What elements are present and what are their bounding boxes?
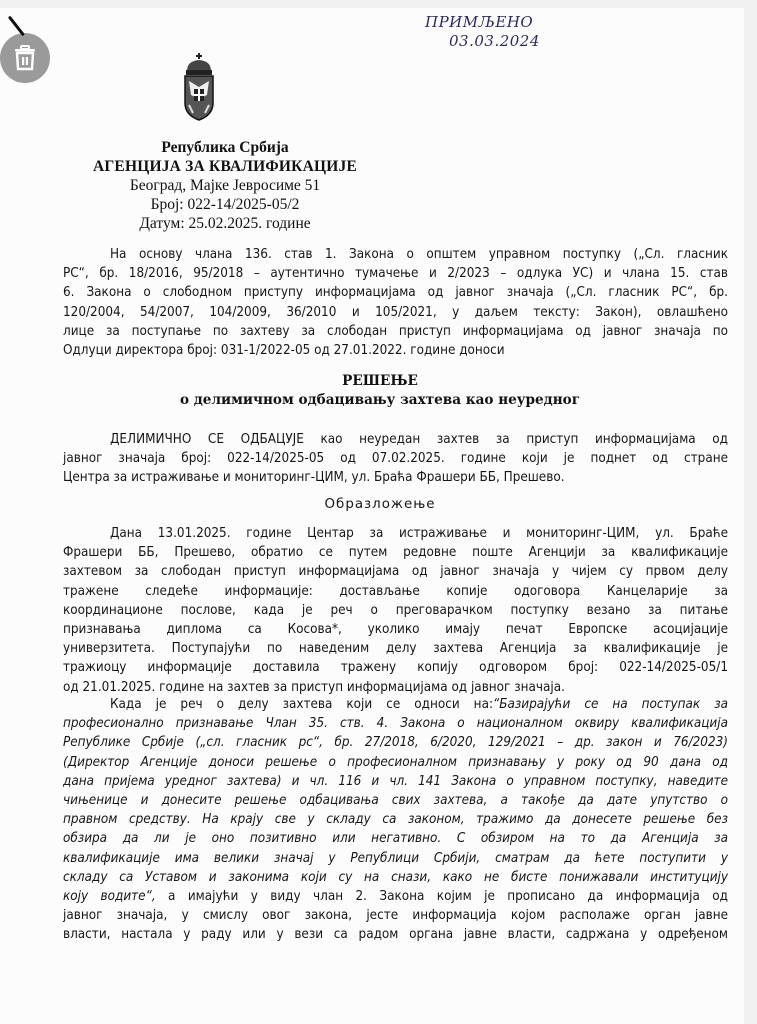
header-date: Датум: 25.02.2025. године (139, 215, 311, 232)
quoted-request-text: професионално признавање Члан 35. ств. 4. Закона о националном оквиру квалификација (63, 716, 728, 732)
quoted-request-text: квалификације има велики значај у Републици Србији, сматрам да ћете поступити у (63, 850, 728, 866)
document-page (0, 8, 744, 1024)
quoted-request-text: Републике Србије („сл. гласник рс“, бр. 27/2018, 6/2020, 129/2021 – др. закон и 76/2023) (63, 735, 728, 751)
text-line: 120/2004, 54/2007, 104/2009, 36/2010 и 105/2021, у даљем тексту: Закон), овлашћено (63, 304, 728, 320)
text-line: захтевом за слободан приступ информацијама од јавног значаја у чијем су првом делу (63, 564, 728, 580)
quoted-request-text: “Базирајући се на поступак за (493, 697, 728, 712)
trash-icon (13, 45, 37, 71)
quoted-request-text: коју водите“, (63, 889, 156, 905)
text-line: Фрашери ББ, Прешево, обратио се путем редовне поште Агенцији за квалификације (63, 545, 728, 561)
text-line: 6. Закона о слободном приступу информацијама од јавног значаја („Сл. гласник РС“, бр. (63, 285, 728, 301)
reasoning-paragraph-2 (63, 695, 728, 945)
header-address: Београд, Мајке Јевросиме 51 (129, 177, 321, 194)
text-line: тражиоцу информације доставила тражену копију одговором број: 022-14/2025-05/1 (63, 660, 728, 676)
decision-subtitle: о делимичном одбацивању захтева као неуредног (179, 392, 581, 408)
text-line: Дана 13.01.2025. године Центар за истраживање и мониторинг-ЦИМ, ул. Браће (110, 526, 728, 541)
serbian-coat-of-arms-icon (179, 53, 219, 123)
decision-title: РЕШЕЊЕ (342, 373, 418, 389)
header-republic: Република Србија (161, 139, 289, 156)
text-line: Одлуци директора број: 031-1/2022-05 од 27.01.2022. године доноси (63, 343, 505, 359)
decision-title-block (60, 372, 700, 410)
text-line: лице за поступање по захтеву за слободан приступ информацијама од јавног значаја по (63, 323, 728, 339)
text-line (63, 887, 728, 906)
header-agency: АГЕНЦИЈА ЗА КВАЛИФИКАЦИЈЕ (92, 158, 358, 175)
text-run: Када је реч о делу захтева који се односи на: (110, 697, 494, 712)
quoted-request-text: обзира да ли је оно позитивно или негативно. С обзиром на то да Агенција за (63, 831, 728, 847)
reasoning-heading: Образложење (324, 497, 436, 512)
text-line: универзитета. Поступајући по наведеним делу захтева Агенција за квалификације је (63, 641, 728, 657)
reasoning-paragraph-1 (63, 524, 728, 697)
quoted-request-text: складу са Уставом и законима који су на снази, како не бисте понижавали институцију (63, 869, 728, 885)
text-line: На основу члана 136. став 1. Закона о општем управном поступку („Сл. гласник (110, 247, 728, 262)
text-line: власти, настала у раду или у вези са радом органа јавне власти, садржана у одређеном (63, 927, 728, 943)
text-line: јавног значаја број: 022-14/2025-05 од 07.02.2025. године који је поднет од стране (63, 451, 728, 467)
text-line: јавног значаја, у смислу овог закона, јесте информација којом располаже орган јавне (63, 908, 728, 924)
preamble-paragraph (63, 245, 728, 360)
quoted-request-text: дана пријема уредног захтева) и чл. 116 и чл. 141 Закона о управном поступку, наведите (63, 773, 728, 789)
quoted-request-text: правном средству. На крају све у складу са законом, тражимо да донесете решење без (63, 812, 728, 828)
text-line: од 21.01.2025. године на захтев за приступ информацијама од јавног значаја. (63, 679, 565, 695)
viewer-top-bar (0, 0, 757, 8)
text-run: а имајући у виду члан 2. Закона којим је прописано да информација од (155, 889, 728, 905)
delete-button[interactable] (0, 33, 50, 83)
text-line: тражене следеће информације: достављање копије одоговора Канцеларије за (63, 583, 728, 599)
text-line: Центра за истраживање и мониторинг-ЦИМ, ул. Браћа Фрашери ББ, Прешево. (63, 470, 565, 486)
text-line: РС“, бр. 18/2016, 95/2018 – аутентично тумачење и 2/2023 – одлука УС) и члана 15. став (63, 266, 728, 282)
text-line: координационе послове, када је реч о преговарачком поступку везано за питање (63, 602, 728, 618)
document-header (60, 138, 390, 233)
received-date: 03.03.2024 (449, 32, 540, 50)
header-number: Број: 022-14/2025-05/2 (150, 196, 300, 213)
received-stamp-handwriting (425, 13, 540, 51)
text-line: ДЕЛИМИЧНО СЕ ОДБАЦУЈЕ као неуредан захтев за приступ информацијама од (110, 432, 728, 447)
dispositive-paragraph (63, 430, 728, 488)
text-line: признавања диплома са Косова*, уколико имају печат Европске асоцијације (63, 622, 728, 638)
quoted-request-text: (Директор Агенције доноси решење о професионалном признавању у року од 90 дана од (63, 754, 728, 770)
received-label: ПРИМЉЕНО (425, 13, 534, 31)
quoted-request-text: чињенице и донесите решење одбацивања свих захтева, а такође да дате упутство о (63, 793, 728, 809)
text-line (63, 695, 728, 714)
